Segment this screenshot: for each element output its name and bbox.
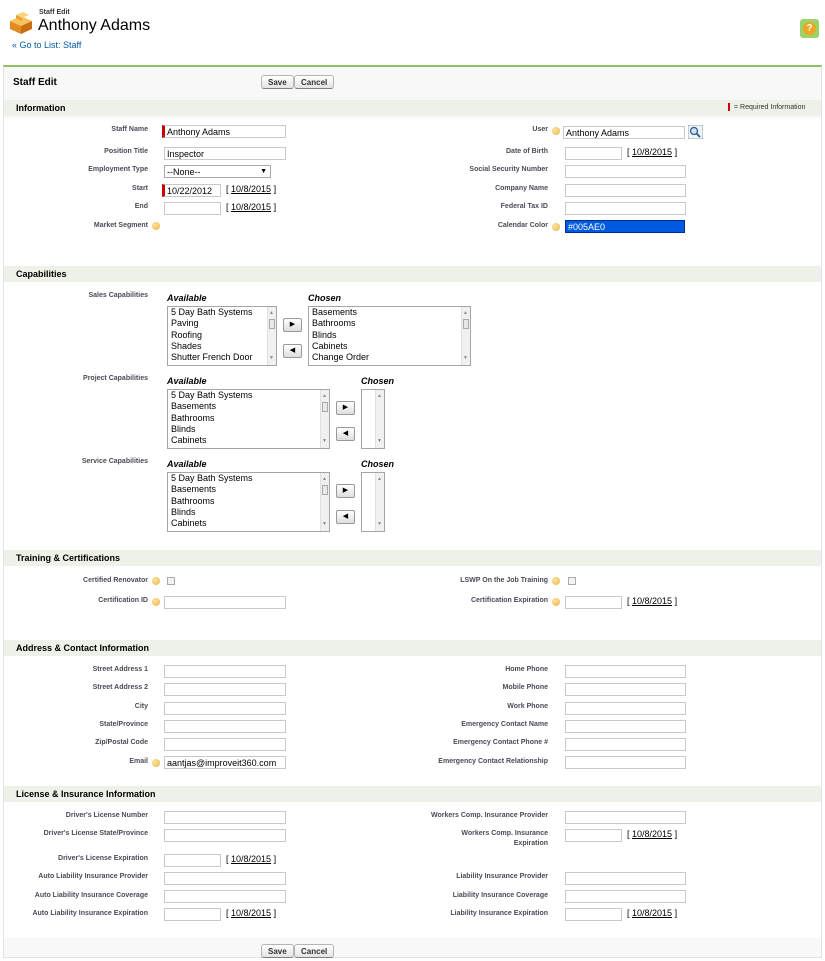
certified-renovator-help-icon[interactable]	[152, 577, 160, 585]
scroll-up-icon: ▲	[377, 393, 382, 399]
scroll-down-icon: ▼	[377, 520, 382, 527]
sales-chosen-list[interactable]	[308, 306, 471, 366]
calendar-color-help-icon[interactable]	[552, 223, 560, 231]
auto-coverage-label: Auto Liability Insurance Coverage	[34, 892, 148, 899]
wc-provider-label: Workers Comp. Insurance Provider	[431, 812, 548, 819]
position-title-label: Position Title	[104, 148, 148, 155]
company-name-input[interactable]	[565, 184, 686, 197]
help-icon: ?	[803, 22, 816, 35]
ec-relationship-label: Emergency Contact Relationship	[438, 758, 548, 765]
zip-label: Zip/Postal Code	[95, 739, 148, 746]
market-segment-label: Market Segment	[93, 222, 148, 229]
market-segment-help-icon[interactable]	[152, 222, 160, 230]
list-item[interactable]: Roofing	[171, 329, 203, 340]
ec-relationship-input[interactable]	[565, 756, 686, 769]
left-arrow-icon: ◀	[342, 513, 349, 520]
wc-provider-input[interactable]	[565, 811, 686, 824]
certification-expiration-label: Certification Expiration	[470, 597, 548, 604]
start-today-link[interactable]: [ 10/8/2015 ]	[226, 184, 277, 194]
list-item[interactable]: Blinds	[171, 506, 196, 517]
sales-chosen-heading: Chosen	[308, 293, 342, 303]
service-available-heading: Available	[167, 459, 207, 469]
certified-renovator-label: Certified Renovator	[83, 577, 148, 584]
scrollbar[interactable]	[375, 473, 384, 531]
project-capabilities-label: Project Capabilities	[83, 375, 148, 382]
calendar-color-input[interactable]: #005AE0	[565, 220, 685, 233]
scroll-up-icon: ▲	[269, 310, 274, 316]
liab-exp-today-date: 10/8/2015	[632, 908, 673, 918]
cert-exp-today-date: 10/8/2015	[632, 596, 673, 606]
liab-provider-input[interactable]	[565, 872, 686, 885]
auto-provider-input[interactable]	[164, 872, 286, 885]
list-item[interactable]: Basements	[171, 401, 217, 412]
scroll-down-icon: ▼	[322, 520, 327, 527]
certification-expiration-help-icon[interactable]	[552, 598, 560, 606]
required-legend	[728, 103, 805, 111]
dl-state-input[interactable]	[164, 829, 286, 842]
dl-expiration-label: Driver's License Expiration	[58, 855, 148, 862]
state-label: State/Province	[99, 721, 148, 728]
project-chosen-list[interactable]	[361, 389, 385, 449]
dl-exp-today-link[interactable]: [ 10/8/2015 ]	[226, 854, 277, 864]
help-button[interactable]	[800, 19, 819, 38]
scroll-up-icon: ▲	[463, 310, 468, 316]
scroll-down-icon: ▼	[269, 354, 274, 361]
mobile-phone-input[interactable]	[565, 683, 686, 696]
street1-input[interactable]	[164, 665, 286, 678]
list-item[interactable]: Bathrooms	[312, 318, 356, 329]
magnifier-icon[interactable]	[688, 125, 703, 139]
liab-exp-today-link[interactable]: [ 10/8/2015 ]	[627, 908, 678, 918]
liab-expiration-input[interactable]	[565, 908, 622, 921]
section-license	[4, 786, 821, 802]
service-available-list[interactable]	[167, 472, 330, 532]
section-address	[4, 640, 821, 656]
city-label: City	[134, 703, 148, 710]
ec-name-input[interactable]	[565, 720, 686, 733]
scrollbar[interactable]	[461, 307, 470, 365]
street2-label: Street Address 2	[92, 684, 148, 691]
section-capabilities	[4, 266, 821, 282]
employment-type-label: Employment Type	[88, 166, 148, 173]
scroll-up-icon: ▲	[377, 476, 382, 482]
liab-expiration-label: Liability Insurance Expiration	[450, 910, 548, 917]
mobile-phone-label: Mobile Phone	[502, 684, 548, 691]
auto-expiration-label: Auto Liability Insurance Expiration	[32, 910, 148, 917]
service-capabilities-label: Service Capabilities	[81, 458, 148, 465]
page-block-title: Staff Edit	[13, 77, 57, 88]
user-label: User	[532, 126, 548, 133]
user-help-icon[interactable]	[552, 127, 560, 135]
zip-input[interactable]	[164, 738, 286, 751]
page-title: Anthony Adams	[38, 17, 151, 34]
save-button-bottom[interactable]: Save	[261, 944, 294, 958]
dl-exp-today-date: 10/8/2015	[231, 854, 272, 864]
go-to-list-link[interactable]: « Go to List: Staff	[12, 40, 82, 50]
auto-exp-today-link[interactable]: [ 10/8/2015 ]	[226, 908, 277, 918]
list-item[interactable]: Basements	[312, 307, 358, 317]
liab-coverage-input[interactable]	[565, 890, 686, 903]
email-label: Email	[129, 758, 148, 765]
liab-provider-label: Liability Insurance Provider	[456, 873, 548, 880]
liab-coverage-label: Liability Insurance Coverage	[452, 892, 548, 899]
company-name-label: Company Name	[495, 185, 548, 192]
certification-id-label: Certification ID	[98, 597, 148, 604]
dob-today-date: 10/8/2015	[632, 147, 673, 157]
start-date-input[interactable]: 10/22/2012	[162, 184, 221, 197]
scroll-up-icon: ▲	[322, 476, 327, 482]
right-arrow-icon: ▶	[342, 487, 349, 494]
list-item[interactable]: Paving	[171, 318, 199, 329]
scrollbar-thumb[interactable]	[269, 319, 275, 329]
list-item[interactable]: 5 Day Bath Systems	[171, 307, 253, 317]
project-remove-button[interactable]	[336, 427, 355, 441]
staff-name-label: Staff Name	[111, 126, 148, 133]
right-arrow-icon: ▶	[289, 321, 296, 328]
scrollbar[interactable]	[267, 307, 276, 365]
scroll-down-icon: ▼	[377, 437, 382, 444]
service-chosen-list[interactable]	[361, 472, 385, 532]
section-title: Capabilities	[16, 269, 67, 279]
list-item[interactable]: Bathrooms	[171, 495, 215, 506]
ec-phone-input[interactable]	[565, 738, 686, 751]
wc-expiration-label-line1: Workers Comp. Insurance	[461, 830, 548, 837]
scrollbar[interactable]	[375, 390, 384, 448]
email-help-icon[interactable]	[152, 759, 160, 767]
project-chosen-heading: Chosen	[361, 376, 395, 386]
end-date-input[interactable]	[164, 202, 221, 215]
right-arrow-icon: ▶	[342, 404, 349, 411]
list-item[interactable]: 5 Day Bath Systems	[171, 473, 253, 483]
wc-exp-today-date: 10/8/2015	[632, 829, 673, 839]
sales-remove-button[interactable]	[283, 344, 302, 358]
ssn-input[interactable]	[565, 165, 686, 178]
list-item[interactable]: Blinds	[171, 423, 196, 434]
service-chosen-heading: Chosen	[361, 459, 395, 469]
wc-exp-today-link[interactable]: [ 10/8/2015 ]	[627, 829, 678, 839]
list-item[interactable]: Change Order	[312, 352, 370, 363]
project-available-heading: Available	[167, 376, 207, 386]
staff-name-input[interactable]: Anthony Adams	[162, 125, 286, 138]
certification-expiration-input[interactable]	[565, 596, 622, 609]
dl-number-label: Driver's License Number	[65, 812, 148, 819]
section-title: Address & Contact Information	[16, 643, 150, 653]
end-label: End	[134, 203, 148, 210]
home-phone-input[interactable]	[565, 665, 686, 678]
list-item[interactable]: Shutter French Door	[171, 352, 253, 363]
service-add-button[interactable]	[336, 484, 355, 498]
home-phone-label: Home Phone	[505, 666, 548, 673]
ec-name-label: Emergency Contact Name	[461, 721, 548, 728]
left-arrow-icon: ◀	[342, 430, 349, 437]
lswp-help-icon[interactable]	[552, 577, 560, 585]
project-available-list[interactable]	[167, 389, 330, 449]
sales-available-heading: Available	[167, 293, 207, 303]
left-arrow-icon: ◀	[289, 347, 296, 354]
list-item[interactable]: Shades	[171, 340, 202, 351]
dl-number-input[interactable]	[164, 811, 286, 824]
scroll-up-icon: ▲	[322, 393, 327, 399]
position-title-input[interactable]: Inspector	[164, 147, 286, 160]
certification-id-input[interactable]	[164, 596, 286, 609]
street1-label: Street Address 1	[92, 666, 148, 673]
city-input[interactable]	[164, 702, 286, 715]
list-item[interactable]: Cabinets	[171, 435, 207, 446]
sales-available-list[interactable]	[167, 306, 277, 366]
list-item[interactable]: Cabinets	[312, 340, 348, 351]
lswp-label: LSWP On the Job Training	[460, 577, 548, 584]
page-subtitle: Staff Edit	[39, 9, 70, 16]
certification-id-help-icon[interactable]	[152, 598, 160, 606]
dl-state-label: Driver's License State/Province	[43, 830, 148, 837]
lswp-checkbox[interactable]	[568, 577, 576, 585]
certified-renovator-checkbox[interactable]	[167, 577, 175, 585]
section-information	[4, 100, 821, 116]
wc-expiration-label-line2: Expiration	[513, 840, 548, 847]
section-title: Training & Certifications	[16, 553, 121, 563]
dl-expiration-input[interactable]	[164, 854, 221, 867]
calendar-color-label: Calendar Color	[497, 222, 548, 229]
list-item[interactable]: Blinds	[312, 329, 337, 340]
section-title: Information	[16, 103, 66, 113]
scrollbar[interactable]	[320, 390, 329, 448]
cancel-button-top[interactable]: Cancel	[294, 75, 334, 89]
wc-expiration-input[interactable]	[565, 829, 622, 842]
federal-tax-id-input[interactable]	[565, 202, 686, 215]
scrollbar-thumb[interactable]	[322, 402, 328, 412]
cert-exp-today-link[interactable]: [ 10/8/2015 ]	[627, 596, 678, 606]
start-label: Start	[132, 185, 148, 192]
ec-phone-label: Emergency Contact Phone #	[453, 739, 548, 746]
auto-coverage-input[interactable]	[164, 890, 286, 903]
street2-input[interactable]	[164, 683, 286, 696]
end-today-date: 10/8/2015	[231, 202, 272, 212]
project-add-button[interactable]	[336, 401, 355, 415]
sales-capabilities-label: Sales Capabilities	[88, 292, 148, 299]
start-today-date: 10/8/2015	[231, 184, 272, 194]
dob-today-link[interactable]: [ 10/8/2015 ]	[627, 147, 678, 157]
list-item[interactable]: Cabinets	[171, 518, 207, 529]
date-of-birth-input[interactable]	[565, 147, 622, 160]
staff-boxes-icon	[8, 9, 34, 35]
user-lookup-input[interactable]: Anthony Adams	[563, 126, 685, 139]
work-phone-input[interactable]	[565, 702, 686, 715]
cancel-button-bottom[interactable]: Cancel	[294, 944, 334, 958]
scroll-down-icon: ▼	[463, 354, 468, 361]
federal-tax-id-label: Federal Tax ID	[500, 203, 548, 210]
list-item[interactable]: Bathrooms	[171, 412, 215, 423]
auto-expiration-input[interactable]	[164, 908, 221, 921]
chevron-down-icon: ▼	[260, 168, 267, 175]
work-phone-label: Work Phone	[507, 703, 548, 710]
section-training	[4, 550, 821, 566]
required-marker	[728, 103, 730, 111]
scrollbar[interactable]	[320, 473, 329, 531]
state-input[interactable]	[164, 720, 286, 733]
auto-exp-today-date: 10/8/2015	[231, 908, 272, 918]
email-input[interactable]: aantjas@improveit360.com	[164, 756, 286, 769]
sales-add-button[interactable]	[283, 318, 302, 332]
list-item[interactable]: 5 Day Bath Systems	[171, 390, 253, 400]
ssn-label: Social Security Number	[469, 166, 548, 173]
auto-provider-label: Auto Liability Insurance Provider	[38, 873, 148, 880]
end-today-link[interactable]: [ 10/8/2015 ]	[226, 202, 277, 212]
list-item[interactable]: Basements	[171, 484, 217, 495]
employment-type-select[interactable]	[164, 165, 271, 178]
employment-type-value: --None--	[167, 167, 201, 177]
date-of-birth-label: Date of Birth	[506, 148, 548, 155]
required-legend-text: = Required Information	[734, 103, 806, 111]
service-remove-button[interactable]	[336, 510, 355, 524]
scroll-down-icon: ▼	[322, 437, 327, 444]
section-title: License & Insurance Information	[16, 789, 156, 799]
save-button-top[interactable]: Save	[261, 75, 294, 89]
scrollbar-thumb[interactable]	[322, 485, 328, 495]
scrollbar-thumb[interactable]	[463, 319, 469, 329]
